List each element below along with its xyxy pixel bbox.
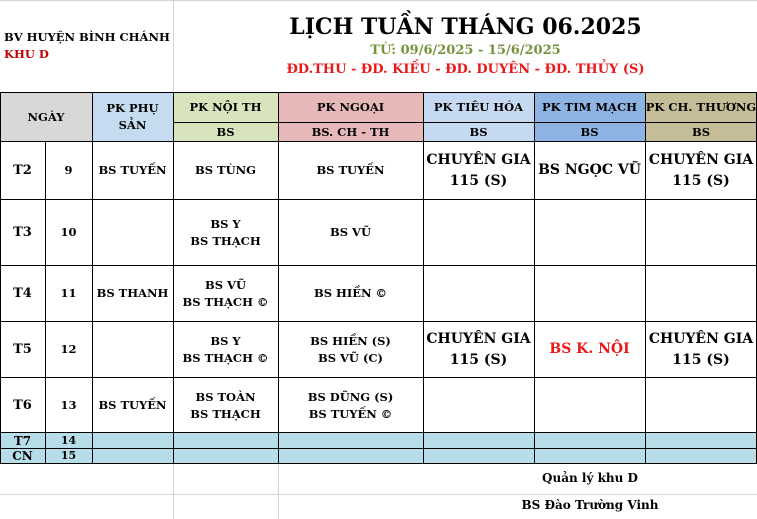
- ngoai-cell: BS HIỀN ©: [313, 286, 388, 300]
- noi-th-column-header: PK NỘI TH: [189, 100, 262, 114]
- day-label: T4: [13, 286, 32, 301]
- noi-th-column-sub: BS: [216, 124, 235, 139]
- noi-th-cell: BS TÙNG: [195, 163, 256, 177]
- tieu-hoa-cell: CHUYÊN GIA 115 (S): [426, 151, 531, 189]
- hospital-name: BV HUYỆN BÌNH CHÁNH: [4, 30, 170, 44]
- tim-mach-cell: [534, 266, 645, 321]
- date-label: 12: [60, 342, 77, 356]
- ch-thuong-cell: CHUYÊN GIA 115 (S): [648, 330, 754, 368]
- date-range: TỪ: 09/6/2025 - 15/6/2025: [370, 43, 561, 58]
- noi-th-cell: BS VŨ BS THẠCH ©: [182, 277, 269, 309]
- phu-san-cell: BS TUYẾN: [98, 163, 167, 177]
- date-label: 13: [60, 398, 77, 412]
- tieu-hoa-cell: [423, 378, 534, 433]
- manager-title: Quản lý khu D: [542, 471, 638, 485]
- phu-san-column-header: PK PHỤ SẢN: [106, 101, 159, 132]
- tieu-hoa-cell: CHUYÊN GIA 115 (S): [426, 330, 531, 368]
- ngoai-column-header: PK NGOẠI: [316, 100, 385, 114]
- tim-mach-cell: [534, 378, 645, 433]
- ch-thuong-column-header: PK CH. THƯƠNG: [645, 100, 757, 114]
- ch-thuong-cell: [645, 200, 757, 265]
- day-label: T7: [13, 434, 32, 448]
- day-label: T3: [13, 225, 32, 240]
- ngoai-cell: BS VŨ: [330, 225, 371, 239]
- tim-mach-column-header: PK TIM MẠCH: [542, 100, 637, 114]
- ngoai-cell: BS DŨNG (S) BS TUYẾN ©: [307, 389, 394, 421]
- page-title: LỊCH TUẦN THÁNG 06.2025: [289, 14, 642, 40]
- noi-th-cell: BS Y BS THẠCH: [190, 216, 261, 248]
- tim-mach-cell: BS K. NỘI: [549, 341, 630, 357]
- date-label: 15: [60, 449, 77, 462]
- phu-san-cell: [92, 322, 173, 377]
- date-label: 9: [64, 163, 73, 177]
- phu-san-cell: [92, 200, 173, 265]
- ch-thuong-column-sub: BS: [691, 124, 711, 139]
- day-label: CN: [12, 449, 33, 463]
- date-label: 11: [60, 286, 77, 300]
- ch-thuong-cell: [645, 266, 757, 321]
- date-label: 10: [60, 225, 77, 239]
- day-label: T5: [13, 342, 32, 357]
- tim-mach-cell: [534, 200, 645, 265]
- day-column-header: NGÀY: [27, 109, 65, 124]
- ch-thuong-cell: CHUYÊN GIA 115 (S): [648, 151, 754, 189]
- tieu-hoa-column-sub: BS: [469, 124, 488, 139]
- phu-san-cell: BS TUYẾN: [98, 398, 167, 412]
- day-label: T2: [13, 163, 32, 178]
- nurse-list: ĐD.THU - ĐD. KIỀU - ĐD. DUYÊN - ĐD. THỦY (S): [286, 62, 645, 77]
- noi-th-cell: BS Y BS THẠCH ©: [182, 333, 269, 365]
- ngoai-cell: BS TUYẾN: [316, 163, 385, 177]
- tim-mach-column-sub: BS: [580, 124, 599, 139]
- tieu-hoa-cell: [423, 200, 534, 265]
- tim-mach-cell: BS NGỌC VŨ: [538, 162, 641, 178]
- ngoai-column-sub: BS. CH - TH: [311, 124, 390, 139]
- zone-label: KHU D: [4, 47, 49, 61]
- ch-thuong-cell: [645, 378, 757, 433]
- phu-san-cell: BS THANH: [96, 286, 169, 300]
- date-label: 14: [60, 434, 77, 447]
- day-label: T6: [13, 398, 32, 413]
- ngoai-cell: BS HIỀN (S) BS VŨ (C): [310, 333, 391, 365]
- noi-th-cell: BS TOÀN BS THẠCH: [190, 389, 261, 421]
- tieu-hoa-column-header: PK TIÊU HÓA: [433, 100, 524, 114]
- tieu-hoa-cell: [423, 266, 534, 321]
- manager-name: BS Đào Trường Vinh: [521, 498, 659, 512]
